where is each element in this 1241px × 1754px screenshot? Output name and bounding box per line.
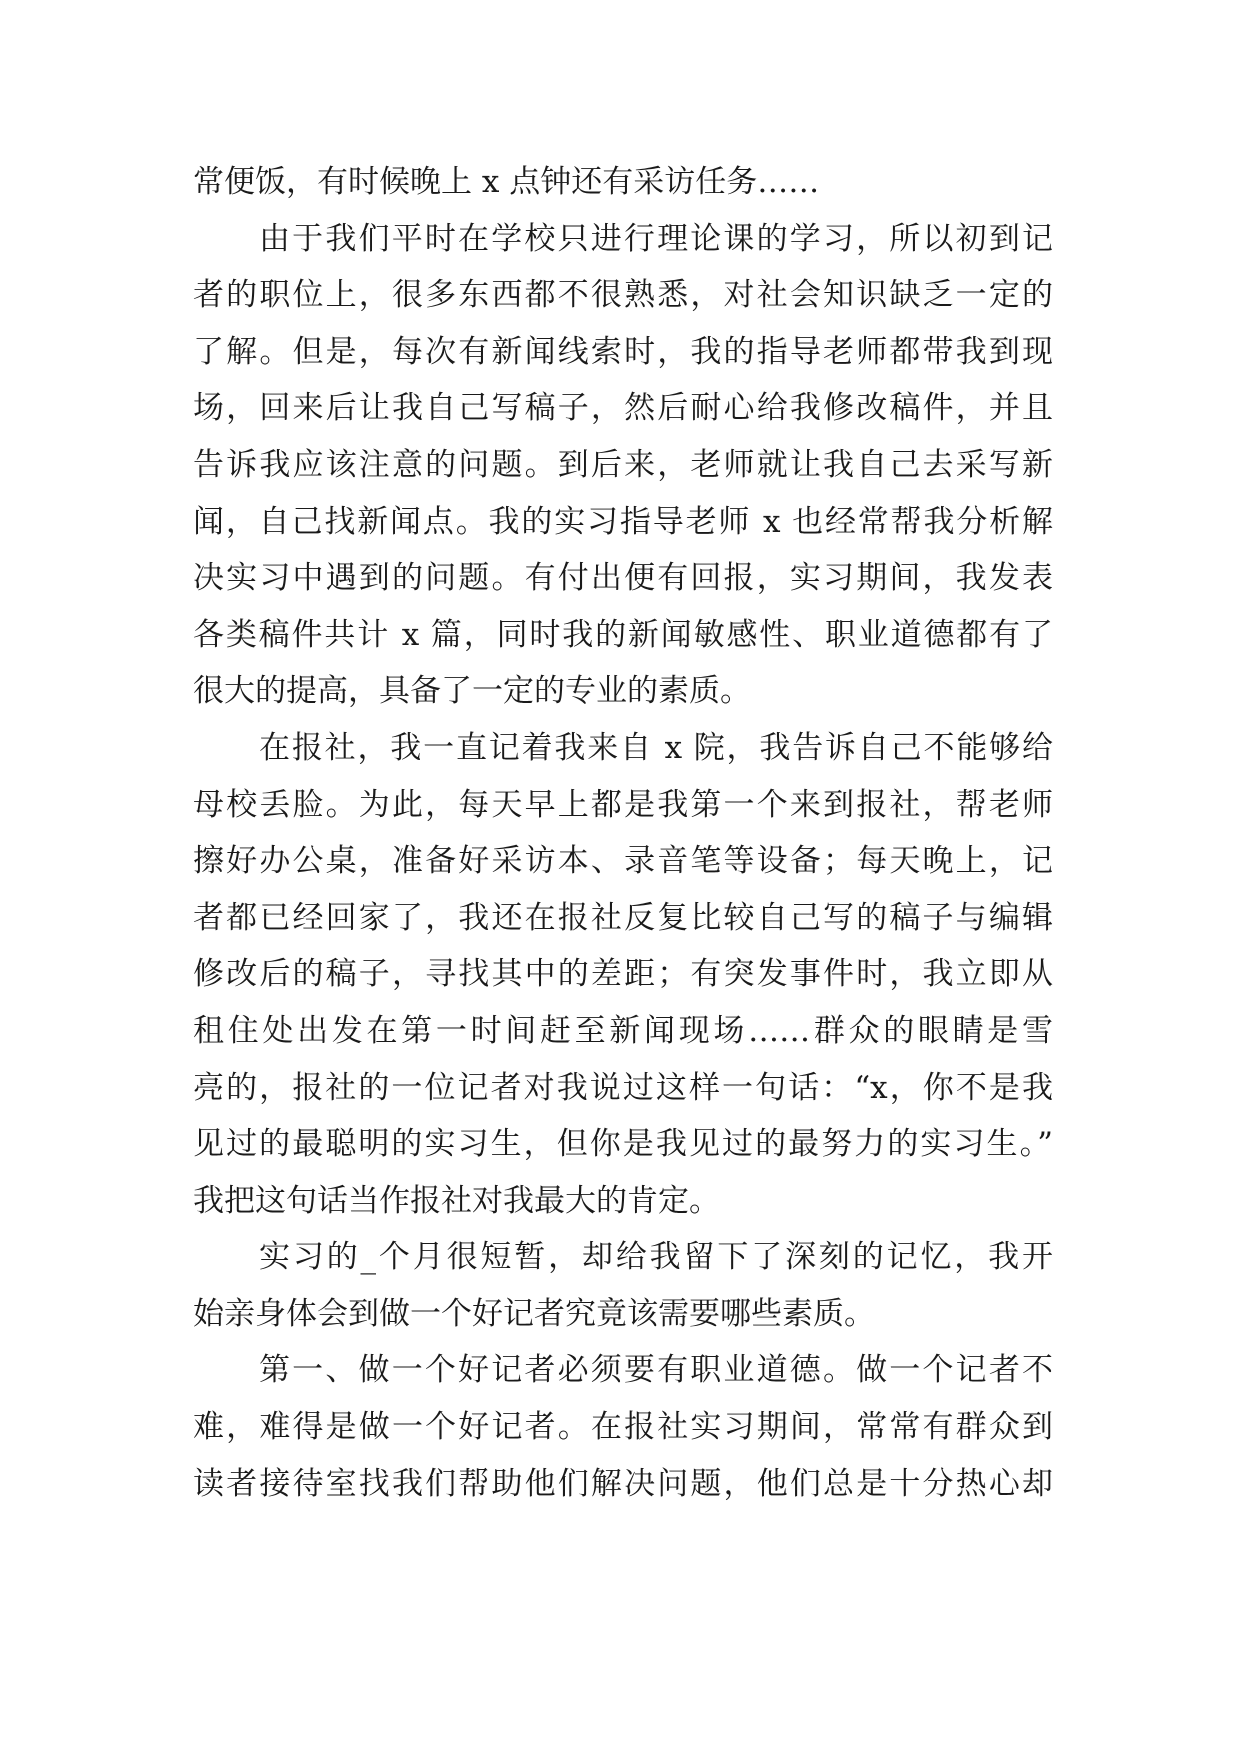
text-line: 了解。但是，每次有新闻线索时，我的指导老师都带我到现 bbox=[193, 333, 1053, 370]
text-line: 很大的提高，具备了一定的专业的素质。 bbox=[193, 673, 751, 710]
text-line: 者都已经回家了，我还在报社反复比较自己写的稿子与编辑 bbox=[193, 899, 1053, 936]
text-line: 决实习中遇到的问题。有付出便有回报，实习期间，我发表 bbox=[193, 560, 1053, 597]
text-line: 擦好办公桌，准备好采访本、录音笔等设备；每天晚上，记 bbox=[193, 843, 1053, 880]
paragraph-first-line: 第一、做一个好记者必须要有职业道德。做一个记者不 bbox=[259, 1352, 1053, 1389]
paragraph-first-line: 实习的_个月很短暂，却给我留下了深刻的记忆，我开 bbox=[259, 1239, 1053, 1276]
text-line: 租住处出发在第一时间赶至新闻现场……群众的眼睛是雪 bbox=[193, 1012, 1053, 1049]
text-line: 告诉我应该注意的问题。到后来，老师就让我自己去采写新 bbox=[193, 446, 1053, 483]
text-line: 母校丢脸。为此，每天早上都是我第一个来到报社，帮老师 bbox=[193, 786, 1053, 823]
text-line: 始亲身体会到做一个好记者究竟该需要哪些素质。 bbox=[193, 1295, 875, 1332]
text-line: 常便饭，有时候晚上 x 点钟还有采访任务…… bbox=[193, 164, 820, 200]
text-line: 场，回来后让我自己写稿子，然后耐心给我修改稿件，并且 bbox=[193, 390, 1053, 427]
text-line: 修改后的稿子，寻找其中的差距；有突发事件时，我立即从 bbox=[193, 956, 1053, 993]
text-line: 读者接待室找我们帮助他们解决问题，他们总是十分热心却 bbox=[193, 1465, 1053, 1502]
text-line: 见过的最聪明的实习生，但你是我见过的最努力的实习生。” bbox=[193, 1126, 1053, 1163]
paragraph-first-line: 由于我们平时在学校只进行理论课的学习，所以初到记 bbox=[259, 220, 1053, 257]
text-line: 者的职位上，很多东西都不很熟悉，对社会知识缺乏一定的 bbox=[193, 277, 1053, 314]
text-line: 难，难得是做一个好记者。在报社实习期间，常常有群众到 bbox=[193, 1409, 1053, 1446]
paragraph-first-line: 在报社，我一直记着我来自 x 院，我告诉自己不能够给 bbox=[259, 729, 1053, 766]
text-line: 各类稿件共计 x 篇，同时我的新闻敏感性、职业道德都有了 bbox=[193, 616, 1053, 653]
text-line: 闻，自己找新闻点。我的实习指导老师 x 也经常帮我分析解 bbox=[193, 503, 1053, 540]
body-text bbox=[193, 154, 1053, 1512]
text-line: 我把这句话当作报社对我最大的肯定。 bbox=[193, 1182, 720, 1219]
text-line: 亮的，报社的一位记者对我说过这样一句话：“x，你不是我 bbox=[193, 1069, 1053, 1106]
